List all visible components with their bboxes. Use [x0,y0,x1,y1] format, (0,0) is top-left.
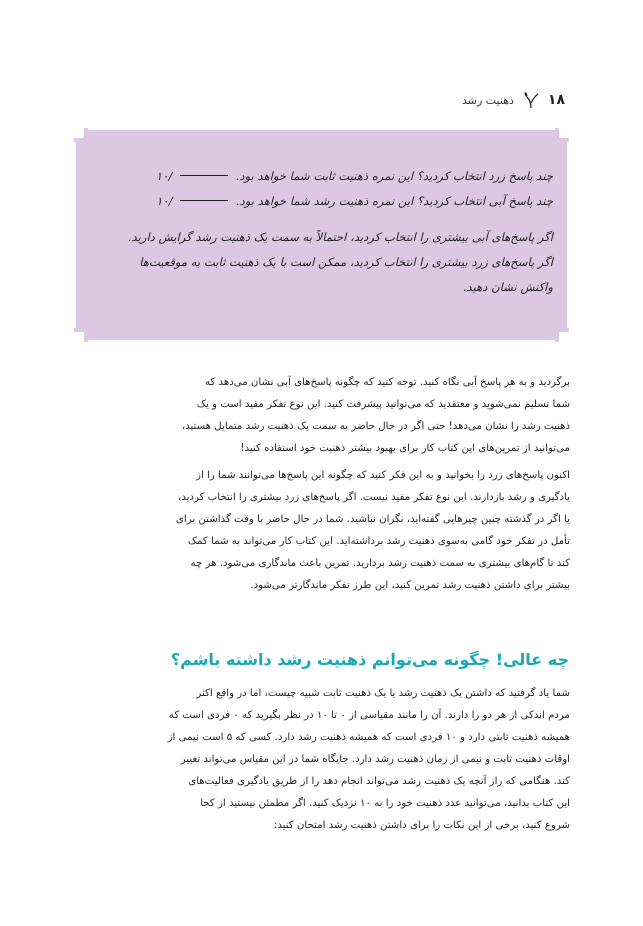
text-line: بیشتر برای داشتن ذهنیت رشد تمرین کنید، این طرز تفکر ماندگارتر می‌شود. [250,580,570,591]
answer-blank [180,200,228,201]
section-heading: چه عالی! چگونه می‌توانم ذهنیت رشد داشته باشم؟ [170,650,569,669]
text-line: شما یاد گرفتید که داشتن یک ذهنیت رشد یا یک ذهنیت ثابت شبیه چیست، اما در واقع اکثر [196,688,570,699]
answer-blank [180,175,228,176]
text-line: برگردید و به هر پاسخ آبی نگاه کنید. توجه کنید که چگونه پاسخ‌های آبی نشان می‌دهد که [204,377,570,388]
text-line: شما تسلیم نمی‌شوید و معتقدید که می‌توانید پیشرفت کنید. این نوع تفکر مفید است و یک [196,399,570,410]
box-text [90,164,553,300]
yellow-score-prompt: چند پاسخ زرد انتخاب کردید؟ این نمره ذهنیت ثابت شما خواهد بود. [235,169,553,183]
box-note-line: اگر پاسخ‌های زرد بیشتری را انتخاب کردید، ممکن است با یک ذهنیت ثابت به موقعیت‌ها [139,255,553,269]
blue-score-prompt: چند پاسخ آبی انتخاب کردید؟ این نمره ذهنیت رشد شما خواهد بود. [235,194,553,208]
box-note-line: اگر پاسخ‌های آبی بیشتری را انتخاب کردید، احتمالاً به سمت یک ذهنیت رشد گرایش دارید. [127,230,553,244]
text-line: کند. هنگامی که راز آنچه یک ذهنیت رشد می‌تواند انجام دهد را از طریق یادگیری فعالیت‌های [188,776,570,787]
text-line: یادگیری و رشد بازدارند. این نوع تفکر مفید نیست. اگر پاسخ‌های زرد بیشتری را انتخاب کردید، [177,492,570,503]
box-note-line: واکنش نشان دهید. [462,280,553,294]
paragraph-mindset-scale [74,683,570,837]
text-line: می‌توانید از تمرین‌های این کتاب کار برای بهبود بیشتر ذهنیت خود استفاده کنید! [240,443,570,454]
box-corner [555,128,569,142]
running-title: ذهنیت رشد [461,93,514,107]
box-corner [555,328,569,342]
box-corner [74,128,88,142]
text-line: شروع کنید، برخی از این نکات را برای داشتن ذهنیت رشد امتحان کنید: [273,820,570,831]
blue-score-total: /۱۰ [156,194,173,208]
running-header [462,90,565,110]
yellow-score-line [90,164,553,189]
text-line: اوقات ذهنیت ثابت و نیمی از زمان ذهنیت رشد دارد. جایگاه شما در این مقیاس می‌تواند تغییر [180,754,570,765]
text-line: کند تا گام‌های بیشتری به سمت ذهنیت رشد بردارید. تمرین باعث ماندگاری می‌شود. هر چه [190,558,570,569]
paragraph-yellow-answers [74,465,570,597]
text-line: اکنون پاسخ‌های زرد را بخوانید و به این فکر کنید که چگونه این پاسخ‌ها می‌توانند شما را از [196,470,570,481]
text-line: این کتاب بدانید، می‌توانید عدد ذهنیت خود را به ۱۰ نزدیک کنید. اگر مطمئن نیستید از کجا [200,798,570,809]
text-line: همیشه ذهنیت ثابتی دارد و ۱۰ فردی است که همیشه ذهنیت رشد دارد. کسی که ۵ است نیمی از [167,732,570,743]
text-line: مردم اندکی از هر دو را دارند. آن را مانند مقیاسی از ۰ تا ۱۰ در نظر بگیرید که ۰ فردی است که [168,710,570,721]
text-line: یا اگر در گذشته چنین چیزهایی گفته‌اید، نگران نباشید. شما در حال حاضر با وقت گذاشتن برای [175,514,570,525]
self-assessment-box [76,130,567,340]
page-number: ۱۸ [547,92,565,108]
text-line: تأمل در تفکر خود گامی به‌سوی ذهنیت رشد برداشته‌اید. این کتاب کار می‌تواند به شما کمک [187,536,570,547]
blue-score-line [90,189,553,214]
box-corner [74,328,88,342]
leaf-sprout-icon [522,91,540,109]
text-line: ذهنیت رشد را نشان می‌دهد! حتی اگر در حال حاضر به سمت یک ذهنیت رشد متمایل هستید، [181,421,570,432]
paragraph-blue-answers [74,372,570,460]
yellow-score-total: /۱۰ [155,169,173,183]
